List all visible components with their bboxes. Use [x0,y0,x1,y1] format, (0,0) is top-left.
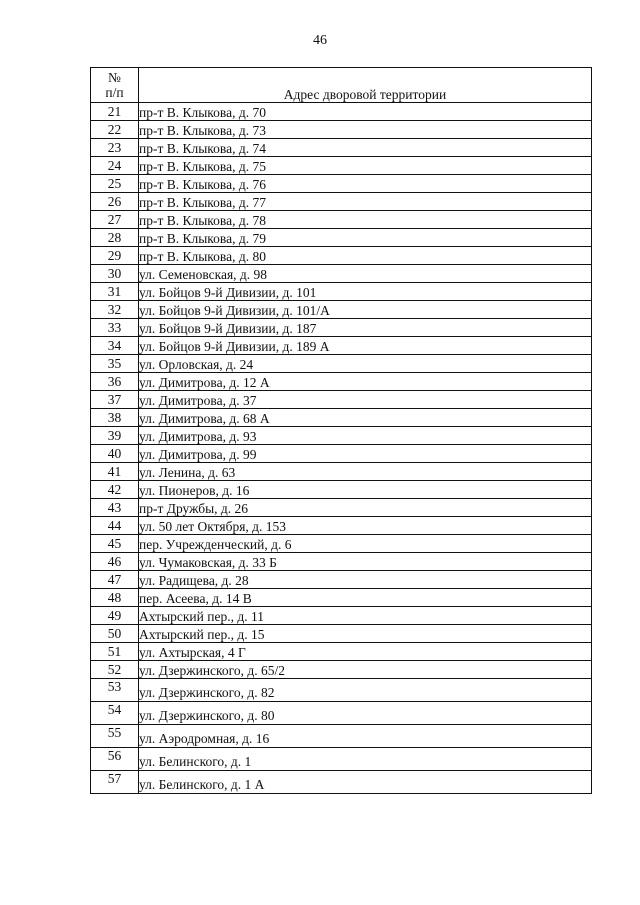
row-number: 52 [91,661,139,679]
row-number: 44 [91,517,139,535]
row-address: Ахтырский пер., д. 15 [139,625,592,643]
row-number: 49 [91,607,139,625]
row-address: пр-т В. Клыкова, д. 80 [139,247,592,265]
row-address: ул. Радищева, д. 28 [139,571,592,589]
row-address: ул. Пионеров, д. 16 [139,481,592,499]
table-row [91,463,592,481]
row-number: 38 [91,409,139,427]
row-address: ул. Белинского, д. 1 А [139,771,592,794]
row-number: 37 [91,391,139,409]
table-row [91,391,592,409]
row-address: пр-т В. Клыкова, д. 78 [139,211,592,229]
row-address: ул. Дзержинского, д. 65/2 [139,661,592,679]
row-address: ул. Бойцов 9-й Дивизии, д. 189 А [139,337,592,355]
row-number: 43 [91,499,139,517]
row-address: пер. Учрежденческий, д. 6 [139,535,592,553]
row-address: ул. Ленина, д. 63 [139,463,592,481]
row-address: ул. Орловская, д. 24 [139,355,592,373]
row-address: пр-т В. Клыкова, д. 70 [139,103,592,121]
row-number: 21 [91,103,139,121]
table-row [91,247,592,265]
row-number: 25 [91,175,139,193]
row-address: пр-т В. Клыкова, д. 79 [139,229,592,247]
row-address: ул. Бойцов 9-й Дивизии, д. 187 [139,319,592,337]
table-row [91,481,592,499]
row-address: ул. Бойцов 9-й Дивизии, д. 101 [139,283,592,301]
page-number: 46 [313,33,327,48]
row-number: 55 [91,725,139,748]
row-address: Ахтырский пер., д. 11 [139,607,592,625]
row-number: 42 [91,481,139,499]
column-header-number [91,68,139,103]
table-row [91,373,592,391]
table-row [91,139,592,157]
row-address: пр-т В. Клыкова, д. 75 [139,157,592,175]
row-address: ул. Димитрова, д. 12 А [139,373,592,391]
row-address: ул. Ахтырская, 4 Г [139,643,592,661]
row-address: ул. Димитрова, д. 68 А [139,409,592,427]
table-row [91,643,592,661]
table-row [91,211,592,229]
address-table [90,67,592,794]
row-address: ул. Бойцов 9-й Дивизии, д. 101/А [139,301,592,319]
row-address: ул. Дзержинского, д. 82 [139,679,592,702]
row-number: 40 [91,445,139,463]
row-number: 57 [91,771,139,794]
column-header-number-line2: п/п [105,85,124,100]
table-row [91,499,592,517]
table-row [91,625,592,643]
row-number: 45 [91,535,139,553]
table-row [91,337,592,355]
row-address: пр-т В. Клыкова, д. 73 [139,121,592,139]
row-number: 22 [91,121,139,139]
row-number: 41 [91,463,139,481]
row-number: 23 [91,139,139,157]
row-number: 27 [91,211,139,229]
table-row [91,589,592,607]
table-row [91,445,592,463]
row-address: ул. Димитрова, д. 37 [139,391,592,409]
table-row [91,571,592,589]
row-address: пр-т В. Клыкова, д. 77 [139,193,592,211]
table-row [91,517,592,535]
row-number: 31 [91,283,139,301]
row-address: пер. Асеева, д. 14 В [139,589,592,607]
table-row [91,535,592,553]
row-number: 48 [91,589,139,607]
table-row [91,661,592,679]
row-number: 50 [91,625,139,643]
table-row [91,679,592,702]
row-number: 34 [91,337,139,355]
table-row [91,748,592,771]
row-number: 30 [91,265,139,283]
row-address: ул. Белинского, д. 1 [139,748,592,771]
table-row [91,427,592,445]
row-number: 47 [91,571,139,589]
row-address: ул. Димитрова, д. 99 [139,445,592,463]
row-address: ул. Семеновская, д. 98 [139,265,592,283]
table-row [91,175,592,193]
table-row [91,702,592,725]
row-number: 39 [91,427,139,445]
table-header-row [91,68,592,103]
row-address: ул. 50 лет Октября, д. 153 [139,517,592,535]
table-row [91,409,592,427]
table-row [91,355,592,373]
row-number: 26 [91,193,139,211]
table-row [91,319,592,337]
row-number: 54 [91,702,139,725]
row-number: 28 [91,229,139,247]
row-number: 51 [91,643,139,661]
column-header-number-line1: № [108,70,121,85]
row-number: 29 [91,247,139,265]
row-number: 56 [91,748,139,771]
row-number: 53 [91,679,139,702]
table-row [91,607,592,625]
row-address: пр-т В. Клыкова, д. 74 [139,139,592,157]
row-number: 24 [91,157,139,175]
row-address: ул. Чумаковская, д. 33 Б [139,553,592,571]
table-row [91,725,592,748]
row-number: 33 [91,319,139,337]
row-address: ул. Дзержинского, д. 80 [139,702,592,725]
row-address: пр-т В. Клыкова, д. 76 [139,175,592,193]
table-row [91,229,592,247]
table-row [91,771,592,794]
row-address: пр-т Дружбы, д. 26 [139,499,592,517]
table-row [91,283,592,301]
table-row [91,301,592,319]
row-address: ул. Димитрова, д. 93 [139,427,592,445]
table-row [91,265,592,283]
table-row [91,553,592,571]
row-number: 46 [91,553,139,571]
table-row [91,157,592,175]
row-number: 32 [91,301,139,319]
column-header-address: Адрес дворовой территории [139,68,592,103]
table-row [91,121,592,139]
table-body [91,103,592,794]
table-row [91,193,592,211]
row-address: ул. Аэродромная, д. 16 [139,725,592,748]
table-row [91,103,592,121]
row-number: 35 [91,355,139,373]
row-number: 36 [91,373,139,391]
